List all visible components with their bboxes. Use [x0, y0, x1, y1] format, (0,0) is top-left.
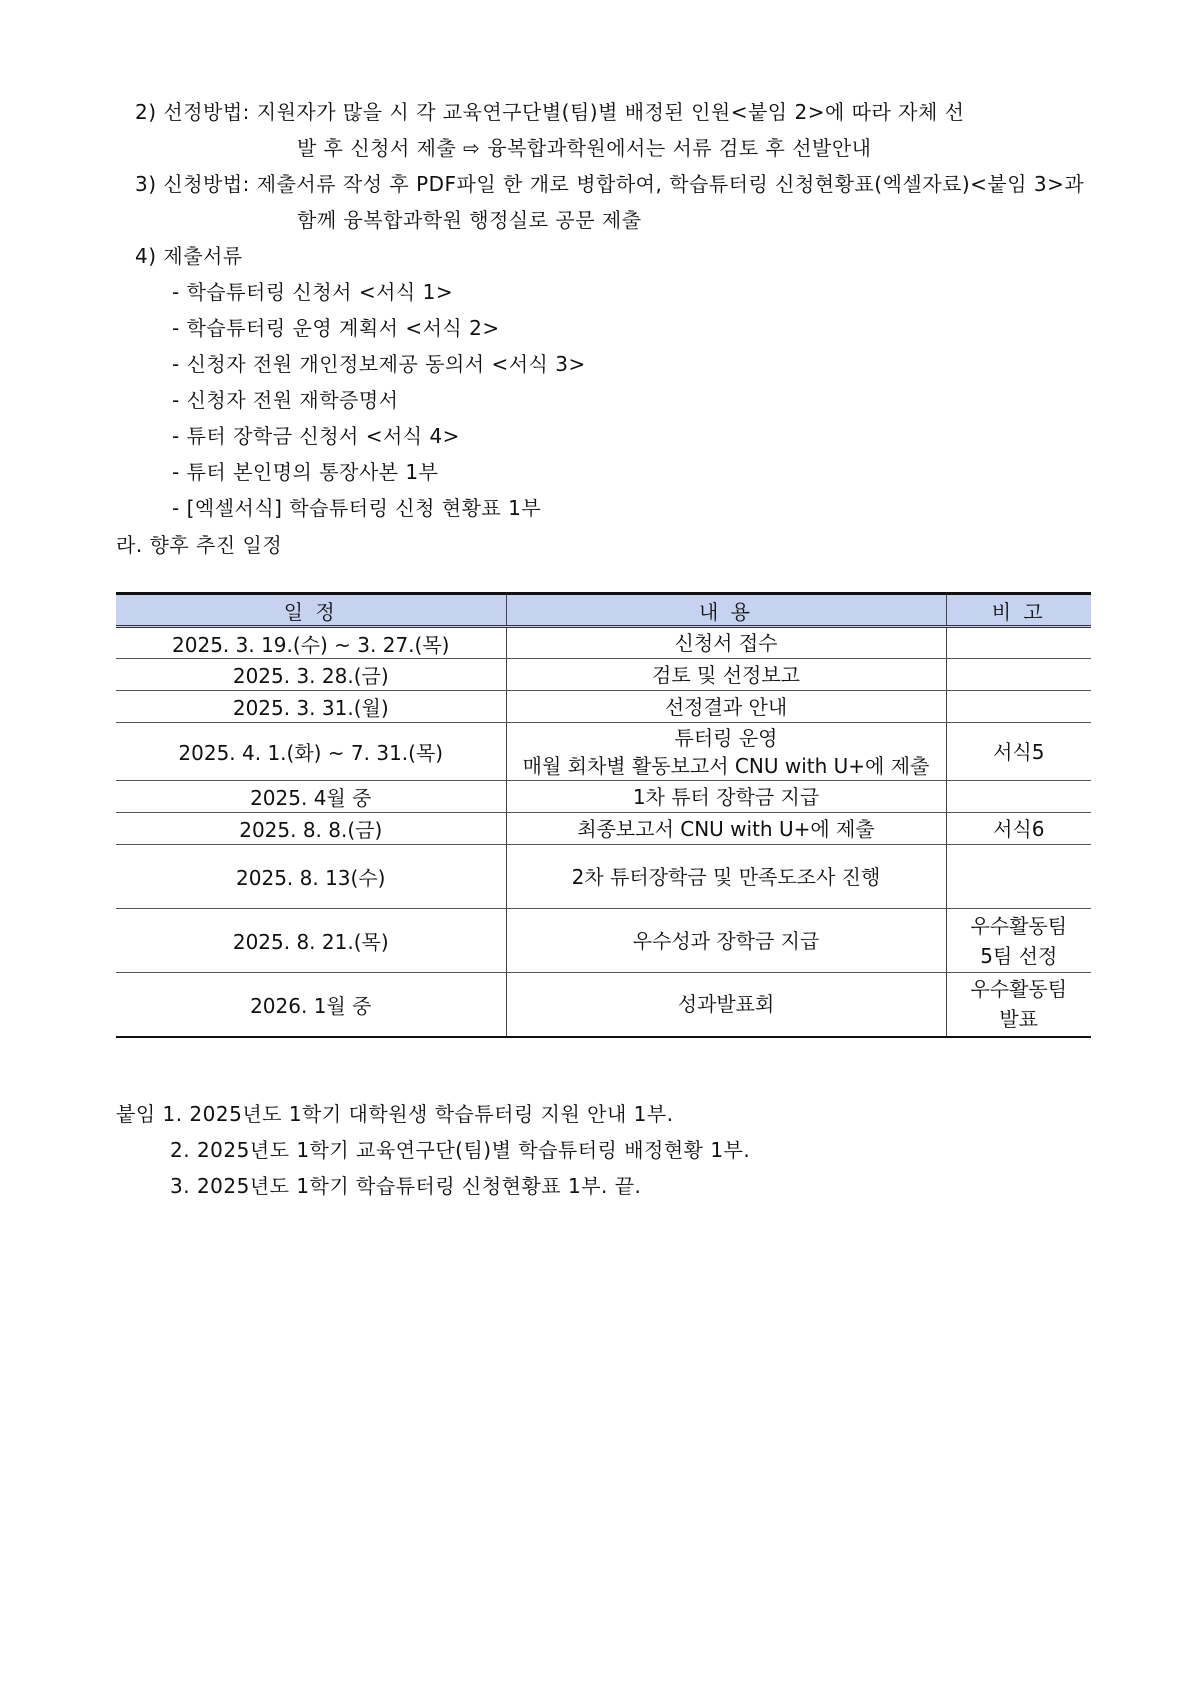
schedule-note	[946, 909, 1091, 973]
schedule-content-line: 매월 회차별 활동보고서 CNU with U+에 제출	[522, 753, 930, 778]
schedule-note-line: 발표	[999, 1007, 1039, 1032]
text-line: - 학습튜터링 신청서 <서식 1>	[172, 280, 454, 304]
text-line: - 학습튜터링 운영 계획서 <서식 2>	[172, 316, 500, 340]
text-line: - 신청자 전원 개인정보제공 동의서 <서식 3>	[172, 352, 586, 376]
schedule-date: 2025. 4월 중	[116, 781, 506, 813]
schedule-date: 2025. 4. 1.(화) ~ 7. 31.(목)	[116, 723, 506, 781]
schedule-table	[116, 592, 1091, 1038]
schedule-content	[506, 845, 946, 909]
schedule-content	[506, 659, 946, 691]
schedule-row	[116, 909, 1091, 973]
schedule-note-line: 서식6	[993, 816, 1045, 841]
schedule-note	[946, 973, 1091, 1037]
text-line: 3) 신청방법: 제출서류 작성 후 PDF파일 한 개로 병합하여, 학습튜터링 신청현황표(엑셀자료)<붙임 3>과	[135, 172, 1085, 196]
schedule-content-line: 검토 및 선정보고	[652, 662, 800, 687]
schedule-content-line: 2차 튜터장학금 및 만족도조사 진행	[571, 864, 881, 889]
schedule-note	[946, 781, 1091, 813]
schedule-note	[946, 691, 1091, 723]
schedule-row	[116, 973, 1091, 1037]
schedule-note	[946, 627, 1091, 659]
schedule-content-line: 1차 튜터 장학금 지급	[632, 784, 820, 809]
header-content: 내 용	[506, 594, 946, 627]
text-line: - 튜터 본인명의 통장사본 1부	[172, 460, 439, 484]
text-line: - 튜터 장학금 신청서 <서식 4>	[172, 424, 460, 448]
text-line: 함께 융복합과학원 행정실로 공문 제출	[297, 208, 642, 232]
header-note: 비 고	[946, 594, 1091, 627]
schedule-header-row	[116, 594, 1091, 627]
schedule-content-line: 우수성과 장학금 지급	[632, 928, 820, 953]
schedule-content	[506, 813, 946, 845]
schedule-date: 2025. 3. 19.(수) ~ 3. 27.(목)	[116, 627, 506, 659]
text-line: 발 후 신청서 제출 ⇨ 융복합과학원에서는 서류 검토 후 선발안내	[297, 136, 872, 160]
schedule-date: 2025. 3. 31.(월)	[116, 691, 506, 723]
text-line: 2) 선정방법: 지원자가 많을 시 각 교육연구단별(팀)별 배정된 인원<붙임 2>에 따라 자체 선	[135, 100, 965, 124]
schedule-date: 2025. 8. 8.(금)	[116, 813, 506, 845]
schedule-content	[506, 781, 946, 813]
schedule-note	[946, 659, 1091, 691]
schedule-row	[116, 813, 1091, 845]
schedule-note	[946, 813, 1091, 845]
text-line: 라. 향후 추진 일정	[116, 533, 283, 557]
schedule-content	[506, 691, 946, 723]
text-line: - [엑셀서식] 학습튜터링 신청 현황표 1부	[172, 496, 542, 520]
text-line: 4) 제출서류	[135, 244, 243, 268]
text-line: - 신청자 전원 재학증명서	[172, 388, 399, 412]
schedule-content-line: 신청서 접수	[674, 631, 778, 655]
schedule-note-line: 우수활동팀	[970, 977, 1068, 1002]
schedule-content	[506, 973, 946, 1037]
schedule-row	[116, 723, 1091, 781]
schedule-row	[116, 659, 1091, 691]
schedule-note-line: 5팀 선정	[980, 943, 1058, 968]
schedule-content-line: 최종보고서 CNU with U+에 제출	[577, 816, 875, 841]
schedule-note-line: 서식5	[993, 739, 1045, 764]
schedule-content	[506, 627, 946, 659]
schedule-row	[116, 781, 1091, 813]
attachment-line: 3. 2025년도 1학기 학습튜터링 신청현황표 1부. 끝.	[170, 1174, 642, 1198]
schedule-date: 2025. 3. 28.(금)	[116, 659, 506, 691]
schedule-content	[506, 909, 946, 973]
header-date: 일 정	[116, 594, 506, 627]
schedule-content	[506, 723, 946, 781]
schedule-note	[946, 845, 1091, 909]
schedule-date: 2025. 8. 21.(목)	[116, 909, 506, 973]
schedule-content-line: 튜터링 운영	[674, 725, 778, 750]
schedule-date: 2025. 8. 13(수)	[116, 845, 506, 909]
schedule-row	[116, 845, 1091, 909]
schedule-content-line: 성과발표회	[677, 992, 775, 1017]
schedule-content-line: 선정결과 안내	[664, 694, 788, 719]
schedule-note-line: 우수활동팀	[970, 913, 1068, 938]
schedule-date: 2026. 1월 중	[116, 973, 506, 1037]
schedule-row	[116, 691, 1091, 723]
attachment-line: 붙임 1. 2025년도 1학기 대학원생 학습튜터링 지원 안내 1부.	[116, 1102, 674, 1126]
attachment-line: 2. 2025년도 1학기 교육연구단(팀)별 학습튜터링 배정현황 1부.	[170, 1138, 751, 1162]
schedule-note	[946, 723, 1091, 781]
schedule-row	[116, 627, 1091, 659]
